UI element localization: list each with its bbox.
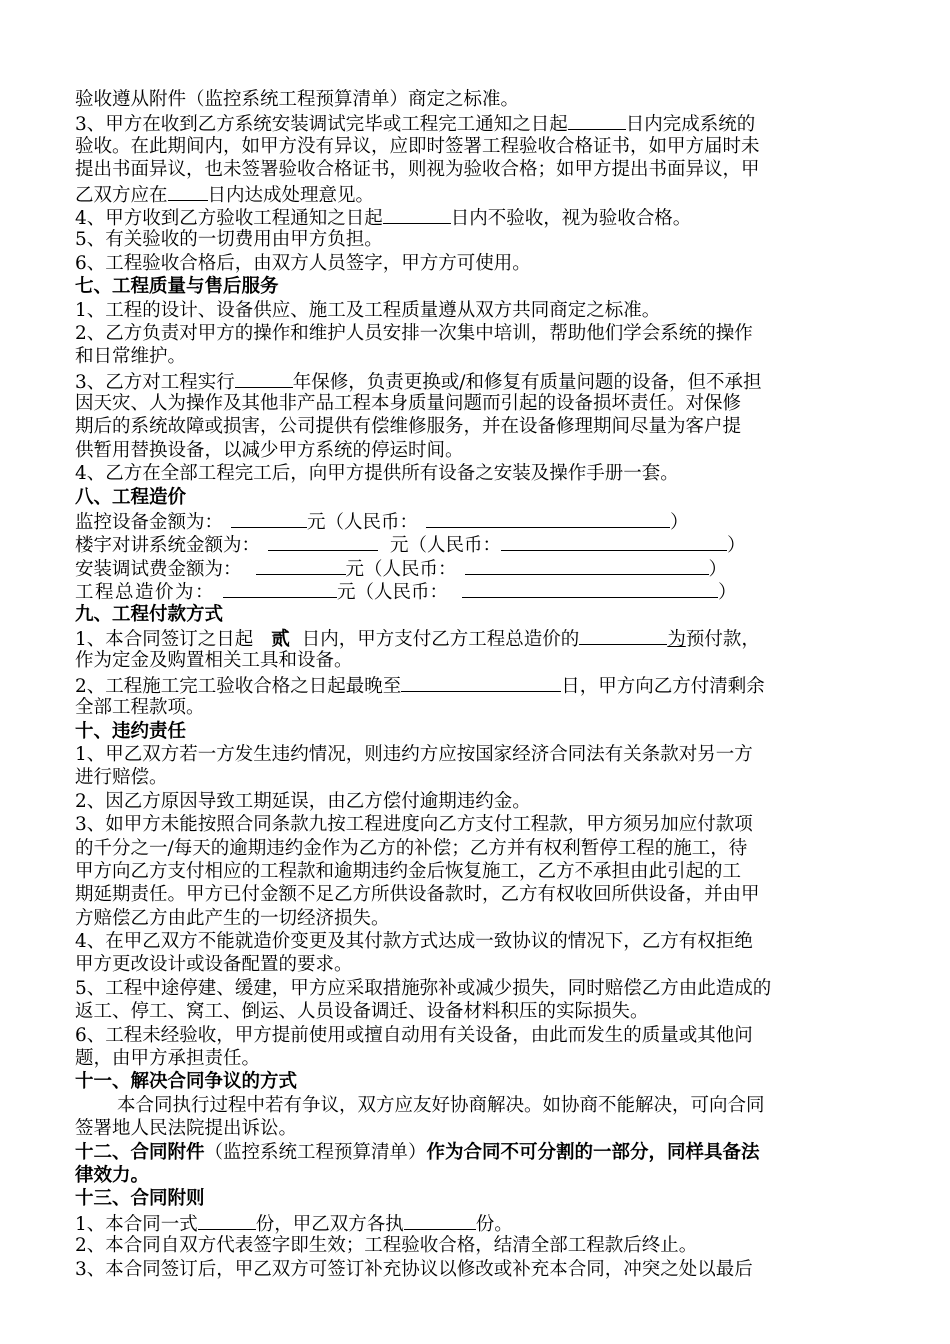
blank-date-field[interactable] (401, 673, 561, 692)
text: 甲方更改设计或设备配置的要求。 (75, 954, 353, 976)
text: ） (708, 558, 728, 580)
text: 甲方向乙方支付相应的工程款和逾期违约金后恢复施工，乙方不承担由此引起的工 (75, 860, 742, 882)
text: 工程总造价为： (75, 582, 216, 604)
text: 乙双方应在 (75, 184, 168, 206)
text: 因天灾、人为操作及其他非产品工程本身质量问题而引起的设备损坏责任。对保修 (75, 393, 742, 415)
clause-10-1-line-1 (75, 743, 879, 766)
clause-7-1 (75, 299, 879, 322)
text: 提出书面异议，也未签署验收合格证书，则视为验收合格；如甲方提出书面异议，甲 (75, 159, 760, 181)
clause-6-3-line-2 (75, 135, 879, 158)
text: 3、本合同签订后，甲乙双方可签订补充协议以修改或补充本合同，冲突之处以最后 (75, 1258, 753, 1280)
clause-13-2 (75, 1234, 879, 1257)
filled-days-value: 贰 (271, 628, 290, 650)
clause-7-2-line-1 (75, 322, 879, 345)
text: 安装调试费金额为： (75, 558, 242, 580)
blank-days-field[interactable] (383, 205, 451, 224)
section-12-line-2: 律效力。 (75, 1164, 150, 1186)
text: 元（人民币： (345, 558, 457, 580)
clause-9-1-line-1 (75, 626, 879, 649)
clause-10-5-line-2 (75, 1000, 879, 1023)
clause-10-5-line-1 (75, 977, 879, 1000)
dispute-paragraph-line-1 (75, 1094, 879, 1117)
text: 为 (667, 628, 686, 650)
section-11-heading: 十一、解决合同争议的方式 (75, 1071, 298, 1093)
contract-page (75, 88, 879, 1281)
text: 份，甲乙双方各执 (255, 1213, 404, 1235)
blank-warranty-years-field[interactable] (235, 369, 293, 388)
clause-10-3-line-5 (75, 907, 879, 930)
clause-10-4-line-1 (75, 930, 879, 953)
text: 方赔偿乙方由此产生的一切经济损失。 (75, 907, 390, 929)
text: 1、甲乙双方若一方发生违约情况，则违约方应按国家经济合同法有关条款对另一方 (75, 743, 753, 765)
text: 题，由甲方承担责任。 (75, 1048, 261, 1070)
text: ） (670, 512, 689, 534)
clause-10-3-line-2 (75, 837, 879, 860)
text: 2、乙方负责对甲方的操作和维护人员安排一次集中培训，帮助他们学会系统的操作 (75, 322, 753, 344)
section-12-heading: 十二、合同附件 (75, 1141, 205, 1163)
clause-6-3-line-3 (75, 158, 879, 181)
blank-days-field[interactable] (168, 182, 208, 201)
text: 的千分之一/每天的逾期违约金作为乙方的补偿；乙方并有权利暂停工程的施工，待 (75, 837, 748, 859)
text: 期延期责任。甲方已付金额不足乙方所供设备款时，乙方有权收回所供设备，并由甲 (75, 884, 760, 906)
text: 元（人民币： (307, 512, 419, 534)
clause-7-3-line-4 (75, 439, 879, 462)
text: 年保修，负责更换或/和修复有质量问题的设备，但不承担 (292, 371, 762, 393)
blank-percent-field[interactable] (579, 626, 667, 645)
text: 5、有关验收的一切费用由甲方负担。 (75, 229, 383, 251)
clause-6-4 (75, 205, 879, 228)
section-12-line-1 (75, 1141, 879, 1164)
clause-9-1-line-2 (75, 649, 879, 672)
section-7-heading: 七、工程质量与售后服务 (75, 276, 279, 298)
clause-10-2 (75, 790, 879, 813)
clause-7-3-line-3 (75, 415, 879, 438)
clause-13-1 (75, 1211, 879, 1234)
price-row-total (75, 579, 879, 602)
text: 签署地人民法院提出诉讼。 (75, 1118, 298, 1140)
text: 2、工程施工完工验收合格之日起最晚至 (75, 675, 402, 697)
clause-6-6 (75, 252, 879, 275)
blank-copies-each-field[interactable] (404, 1211, 476, 1230)
clause-6-3-line-1 (75, 111, 879, 134)
text: 和日常维护。 (75, 346, 187, 368)
text: 1、本合同签订之日起 (75, 628, 254, 650)
text: 供暂用替换设备，以减少甲方系统的停运时间。 (75, 439, 464, 461)
clause-7-2-line-2 (75, 345, 879, 368)
text: 作为合同不可分割的一部分，同样具备法 (426, 1141, 760, 1163)
clause-6-3-line-4 (75, 182, 879, 205)
clause-10-3-line-1 (75, 813, 879, 836)
text: 3、甲方在收到乙方系统安装调试完毕或工程完工通知之日起 (75, 114, 568, 136)
section-8-heading: 八、工程造价 (75, 486, 187, 508)
text: 返工、停工、窝工、倒运、人员设备调迁、设备材料积压的实际损失。 (75, 1001, 649, 1023)
blank-rmb-field[interactable] (501, 532, 727, 551)
acceptance-standard-line (75, 88, 879, 111)
text: 本合同执行过程中若有争议，双方应友好协商解决。如协商不能解决，可向合同 (117, 1094, 765, 1116)
clause-10-4-line-2 (75, 953, 879, 976)
price-row-intercom (75, 532, 879, 555)
clause-9-2-line-2 (75, 696, 879, 719)
text: 日内完成系统的 (625, 114, 756, 136)
text: 1、工程的设计、设备供应、施工及工程质量遵从双方共同商定之标准。 (75, 299, 661, 321)
text: 份。 (475, 1213, 513, 1235)
text: 4、在甲乙双方不能就造价变更及其付款方式达成一致协议的情况下，乙方有权拒绝 (75, 931, 753, 953)
text: 4、甲方收到乙方验收工程通知之日起 (75, 207, 383, 229)
clause-10-3-line-3 (75, 860, 879, 883)
text: ） (718, 582, 737, 604)
clause-10-1-line-2 (75, 766, 879, 789)
text: 4、乙方在全部工程完工后，向甲方提供所有设备之安装及操作手册一套。 (75, 463, 679, 485)
clause-10-3-line-4 (75, 883, 879, 906)
text: 期后的系统故障或损害，公司提供有偿维修服务，并在设备修理期间尽量为客户提 (75, 416, 742, 438)
text: 2、因乙方原因导致工期延误，由乙方偿付逾期违约金。 (75, 790, 531, 812)
clause-10-6-line-2 (75, 1047, 879, 1070)
text: 2、本合同自双方代表签字即生效；工程验收合格，结清全部工程款后终止。 (75, 1235, 698, 1257)
section-13-heading: 十三、合同附则 (75, 1188, 205, 1210)
clause-10-6-line-1 (75, 1024, 879, 1047)
text: 3、如甲方未能按照合同条款九按工程进度向乙方支付工程款，甲方须另加应付款项 (75, 814, 753, 836)
blank-days-field[interactable] (568, 111, 626, 130)
text: 1、本合同一式 (75, 1213, 198, 1235)
text: 预付款， (685, 628, 760, 650)
blank-amount-field[interactable] (231, 509, 307, 528)
text: 3、乙方对工程实行 (75, 371, 235, 393)
text: 日内不验收，视为验收合格。 (450, 207, 692, 229)
blank-rmb-field[interactable] (465, 556, 709, 575)
text: 元（人民币： (390, 535, 502, 557)
clause-9-2-line-1 (75, 673, 879, 696)
text: 日内，甲方支付乙方工程总造价的 (301, 628, 580, 650)
text: 日，甲方向乙方付清剩余 (561, 675, 765, 697)
text: 验收遵从附件（监控系统工程预算清单）商定之标准。 (75, 89, 520, 110)
blank-amount-field[interactable] (223, 579, 337, 598)
text: 6、工程验收合格后，由双方人员签字，甲方方可使用。 (75, 252, 531, 274)
text: （监控系统工程预算清单） (204, 1141, 427, 1163)
clause-6-5 (75, 228, 879, 251)
price-row-monitoring (75, 509, 879, 532)
blank-copies-field[interactable] (198, 1211, 256, 1230)
text: 验收。在此期间内，如甲方没有异议，应即时签署工程验收合格证书，如甲方届时未 (75, 135, 760, 157)
text: 进行赔偿。 (75, 767, 168, 789)
clause-7-3-line-1 (75, 369, 879, 392)
text: 6、工程未经验收，甲方提前使用或擅自动用有关设备，由此而发生的质量或其他问 (75, 1024, 753, 1046)
section-10-heading: 十、违约责任 (75, 720, 187, 742)
text: 元（人民币： (337, 582, 449, 604)
text: 监控设备金额为： (75, 512, 224, 534)
price-row-installation (75, 556, 879, 579)
section-9-heading: 九、工程付款方式 (75, 603, 224, 625)
blank-rmb-field[interactable] (426, 509, 670, 528)
text: 全部工程款项。 (75, 697, 205, 719)
blank-amount-field[interactable] (256, 556, 346, 575)
text: 5、工程中途停建、缓建，甲方应采取措施弥补或减少损失，同时赔偿乙方由此造成的 (75, 977, 772, 999)
text: 作为定金及购置相关工具和设备。 (75, 650, 353, 672)
dispute-paragraph-line-2 (75, 1117, 879, 1140)
blank-rmb-field[interactable] (462, 579, 718, 598)
blank-amount-field[interactable] (268, 532, 378, 551)
clause-7-4 (75, 462, 879, 485)
text: 日内达成处理意见。 (207, 184, 375, 206)
clause-7-3-line-2 (75, 392, 879, 415)
clause-13-3 (75, 1258, 879, 1281)
text: 楼宇对讲系统金额为： (75, 535, 261, 557)
text: ） (727, 535, 746, 557)
